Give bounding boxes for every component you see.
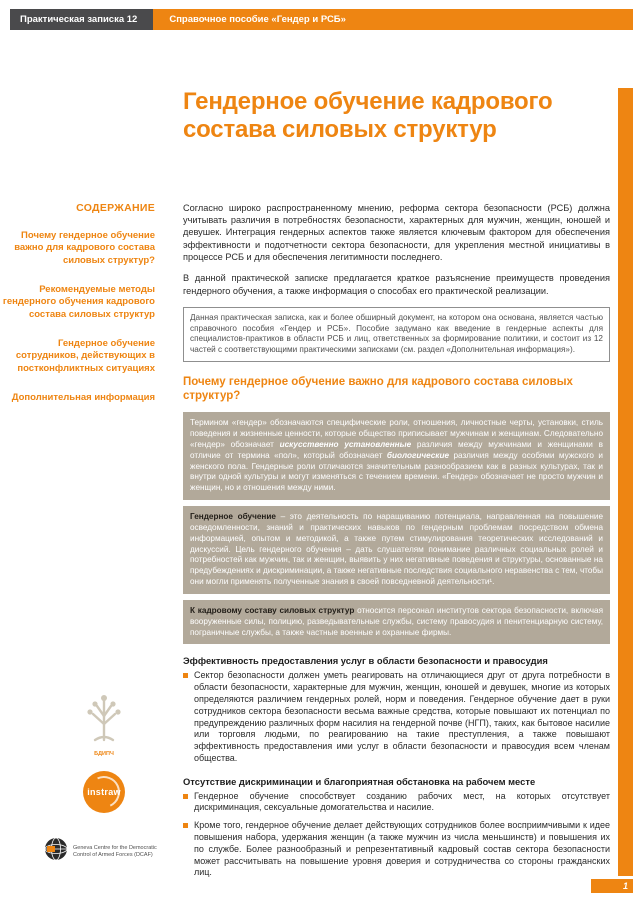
dcaf-logo-caption: Geneva Centre for the Democratic Control of Armed Forces (DCAF) [73, 844, 157, 858]
definition-text: – это деятельность по наращиванию потенциала, направленная на повышение осведомленности, знаний и практических навыков по гендерным проблемам посредством обмена информацией, опытом и методикой, а также путем стимулирования теоретических исследований и дискуссий. Цель гендерного обучения – дать слушателям понимание различных социальных ролей и потребностей как мужчин, так и женщин, выявить у них негативные поведения и структуры, основанные на предубеждениях и дискриминации, а также негативные последствия социального неравенства с тем, чтобы они могли применять полученные знания в своей повседневной деятельности¹. [190, 512, 604, 587]
subsection-heading-nondiscrimination: Отсутствие дискриминации и благоприятная обстановка на рабочем месте [183, 775, 536, 787]
bullet-square-icon [183, 794, 188, 799]
instraw-icon [83, 771, 125, 813]
bullet-item [183, 820, 610, 879]
table-of-contents [0, 202, 168, 421]
definition-emphasis: искусственно установленные [279, 439, 412, 449]
dcaf-globe-icon [44, 837, 68, 866]
bullet-item [183, 670, 610, 764]
bullet-text: Кроме того, гендерное обучение делает действующих сотрудников более восприимчивыми к идее повышения набора, удержания женщин (а также мужчин из числа меньшинств) и повышения их по службе. Более разнообразный и репрезентативный кадровый состав сектора безопасности может рассчитывать на повышение уровня доверия и сотрудничества со стороны гражданских лиц. [194, 820, 610, 878]
definition-text: Термином «гендер» обозначаются специфические роли, отношения, личностные черты, установки, стиль поведения и жизненные ценности, которые общество приписывает мужчинам и женщинам. Следовательно «гендер» обозначает [190, 418, 603, 449]
definition-lead: Гендерное обучение [190, 512, 276, 522]
bullet-text: Сектор безопасности должен уметь реагировать на отличающиеся друг от друга потребности в области безопасности, характерные для мужчин, женщин, юношей и девушек, многие из которых определяются различием гендерных ролей, норм и поведения. Гендерное обучение дает в руки сотрудников сектора безопасности весьма важные средства, которые повышают их потенциал по предупреждению различных форм насилия на гендерной почве (НГП), таких, как бытовое насилие или торговля людьми, по реагированию на такие преступления, а также повышают эффективность предоставления ими услуг в области безопасности и правосудия всем членам общества. [194, 670, 610, 763]
publisher-logos [0, 690, 168, 866]
intro-paragraph: Согласно широко распространенному мнению, реформа сектора безопасности (РСБ) должна учитывать различия в потребностях безопасности, характерных для мужчин, женщин, юношей и девушек. Интеграция гендерных аспектов также является ключевым фактором для обеспечения эффективности и подотчетности сектора безопасности, для укрепления местной инициативы в процессе РСБ и для обеспечения легитимности последнего. [183, 202, 610, 262]
contents-heading: СОДЕРЖАНИЕ [76, 202, 155, 214]
intro-section [183, 202, 610, 297]
definition-text: различия между особями мужского и женского пола. Гендерные роли отличаются значительным разнообразием как в разных культурах, так и внутри одной культуры и могут изменяться с течением времени. «Гендер» обозначает не просто мужчин и женщин, но и отношения между ними. [190, 450, 603, 493]
toolkit-note-box: Данная практическая записка, как и более обширный документ, на котором она основана, является частью справочного пособия «Гендер и РСБ». Пособие задумано как введение в гендерные аспекты для специалистов-практиков в области РСБ и лиц, ответственных за формирование политики, и состоит из 12 частей с соответствующими практическими записками (см. раздел «Дополнительная информация»). [183, 307, 610, 362]
toc-item-recommended-methods: Рекомендуемые методы гендерного обучения кадрового состава силовых структур [2, 284, 155, 320]
definition-text: различия между мужчинами и женщинами в отличие от термина «пол», который обозначает [190, 439, 603, 460]
dcaf-logo-block [44, 837, 164, 866]
bullet-item [183, 791, 610, 815]
series-label: Практическая записка 12 [10, 9, 153, 30]
definition-lead: К кадровому составу силовых структур [190, 605, 355, 615]
toc-item-postconflict: Гендерное обучение сотрудников, действующих в постконфликтных ситуациях [15, 338, 155, 374]
definition-text: относится персонал институтов сектора безопасности, включая вооруженные силы, полицию, разведывательные службы, систему правосудия и пенитенциарную систему, пограничные службы, а также частные военные и охранные фирмы. [190, 605, 604, 637]
intro-paragraph: В данной практической записке предлагается краткое разъяснение преимуществ проведения гендерного обучения, а также информация о способах его практической реализации. [183, 273, 610, 296]
definition-box-gender-training [183, 506, 610, 594]
definition-emphasis: биологические [386, 450, 450, 460]
toolkit-label: Справочное пособие «Гендер и РСБ» [153, 9, 633, 30]
page-number: 1 [591, 879, 633, 893]
bullet-square-icon [183, 673, 188, 678]
main-content [183, 88, 610, 885]
instraw-logo-block [83, 757, 125, 813]
definition-box-security-personnel [183, 600, 610, 644]
odihr-tree-icon [79, 690, 129, 749]
instraw-wordmark: instraw [87, 787, 121, 797]
definition-box-gender [183, 412, 610, 500]
toc-item-why-important: Почему гендерное обучение важно для кадрового состава силовых структур? [14, 230, 155, 266]
subsection-heading-effectiveness: Эффективность предоставления услуг в области безопасности и правосудия [183, 655, 548, 667]
page-title: Гендерное обучение кадрового состава силовых структур [183, 88, 553, 143]
bullet-square-icon [183, 823, 188, 828]
right-accent-strip [618, 88, 633, 876]
toc-item-more-info: Дополнительная информация [11, 392, 155, 404]
odihr-logo-caption: БДИПЧ [94, 751, 114, 757]
section-heading-why-important: Почему гендерное обучение важно для кадрового состава силовых структур? [183, 375, 573, 402]
header-bar [10, 9, 633, 30]
odihr-logo-block [79, 690, 129, 757]
bullet-text: Гендерное обучение способствует созданию рабочих мест, на которых отсутствует дискриминация, сексуальные домогательства и насилие. [194, 790, 610, 813]
